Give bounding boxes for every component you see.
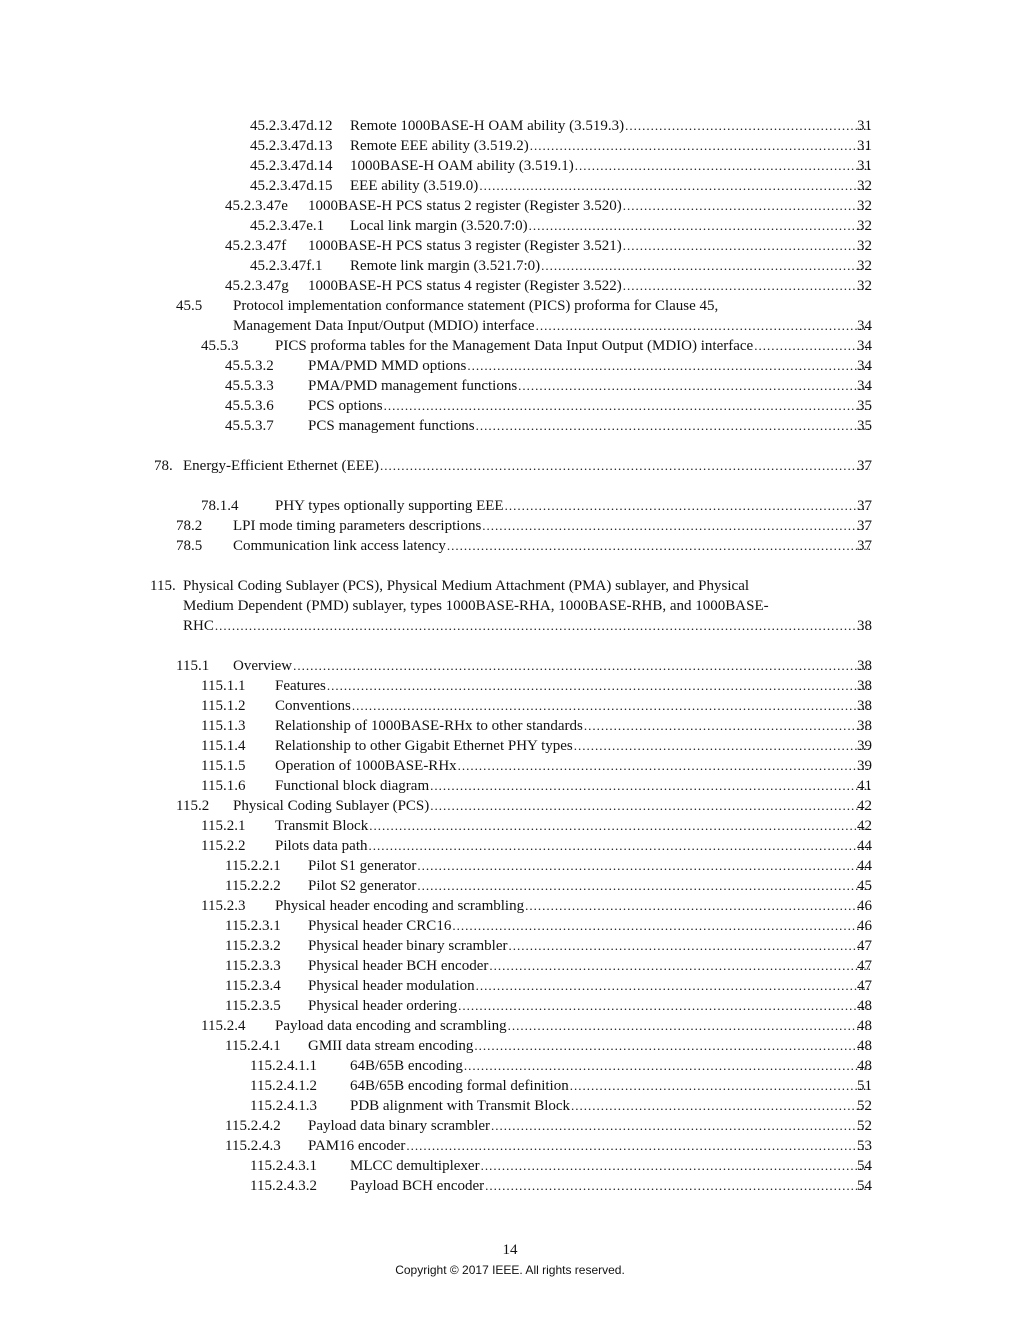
toc-entry-text <box>308 356 870 376</box>
dot-leader <box>476 416 870 436</box>
toc-entry-title: Energy-Efficient Ethernet (EEE) <box>183 458 380 474</box>
toc-entry-text <box>308 396 870 416</box>
toc-entry[interactable] <box>0 936 1020 956</box>
toc-entry-page: 39 <box>857 738 872 754</box>
toc-entry-number: 115.2.4.1.1 <box>250 1058 317 1074</box>
dot-leader <box>623 236 870 256</box>
dot-leader <box>452 916 870 936</box>
dot-leader <box>530 136 870 156</box>
dot-leader <box>384 396 870 416</box>
toc-entry-page: 48 <box>857 1018 872 1034</box>
toc-entry-text <box>233 536 870 556</box>
dot-leader <box>584 716 870 736</box>
toc-entry-number: 115.2 <box>176 798 210 814</box>
toc-entry-page: 32 <box>857 178 872 194</box>
toc-entry-number: 115.1.4 <box>201 738 246 754</box>
dot-leader <box>430 796 870 816</box>
toc-entry-title: Features <box>275 678 326 694</box>
toc-entry-number: 115.2.4.1 <box>225 1038 281 1054</box>
toc-entry-title: Local link margin (3.520.7:0) <box>350 218 528 234</box>
toc-entry-text <box>350 1096 870 1116</box>
toc-entry-page: 47 <box>857 978 872 994</box>
toc-entry-number: 45.2.3.47f <box>225 238 287 254</box>
toc-entry-text <box>275 836 870 856</box>
toc-entry-title: PCS management functions <box>308 418 475 434</box>
toc-entry-title: Pilots data path <box>275 838 368 854</box>
toc-entry-page: 44 <box>857 858 872 874</box>
toc-entry-page: 48 <box>857 998 872 1014</box>
toc-entry-page: 32 <box>857 278 872 294</box>
toc-entry-line <box>0 576 1020 596</box>
toc-entry-title: MLCC demultiplexer <box>350 1158 480 1174</box>
toc-entry-number: 115.2.4.3.1 <box>250 1158 317 1174</box>
toc-entry-page: 38 <box>857 618 872 634</box>
toc-entry-page: 47 <box>857 958 872 974</box>
toc-entry[interactable] <box>0 1076 1020 1096</box>
toc-entry-text <box>350 176 870 196</box>
toc-entry-number: 45.2.3.47f.1 <box>250 258 323 274</box>
dot-leader <box>508 1016 870 1036</box>
dot-leader <box>467 356 870 376</box>
toc-entry-title-line: Protocol implementation conformance statement (PICS) proforma for Clause 45, <box>233 298 719 314</box>
toc-entry-page: 52 <box>857 1118 872 1134</box>
toc-entry-number: 115.2.4.3.2 <box>250 1178 317 1194</box>
dot-leader <box>464 1056 870 1076</box>
toc-entry[interactable] <box>0 836 1020 856</box>
dot-leader <box>525 896 870 916</box>
toc-entry[interactable] <box>0 276 1020 296</box>
toc-entry-number: 78. <box>154 458 173 474</box>
toc-entry-text <box>275 336 870 356</box>
toc-entry-number: 78.1.4 <box>201 498 239 514</box>
toc-entry[interactable] <box>0 956 1020 976</box>
toc-entry-text <box>308 936 870 956</box>
dot-leader <box>529 216 870 236</box>
toc-entry[interactable] <box>0 756 1020 776</box>
toc-entry-text <box>308 876 870 896</box>
toc-entry-text <box>308 236 870 256</box>
toc-entry-text <box>308 1036 870 1056</box>
toc-entry-title: 1000BASE-H PCS status 3 register (Register 3.521) <box>308 238 622 254</box>
toc-entry-title: 1000BASE-H PCS status 4 register (Register 3.522) <box>308 278 622 294</box>
toc-entry-title: EEE ability (3.519.0) <box>350 178 479 194</box>
toc-entry-text <box>233 796 870 816</box>
toc-entry-text <box>308 916 870 936</box>
dot-leader <box>447 536 870 556</box>
toc-entry-title: Remote 1000BASE-H OAM ability (3.519.3) <box>350 118 625 134</box>
toc-entry-page: 53 <box>857 1138 872 1154</box>
toc-entry-page: 51 <box>857 1078 872 1094</box>
toc-entry-text <box>233 316 870 336</box>
toc-entry-page: 38 <box>857 658 872 674</box>
toc-entry-number: 115.2.2 <box>201 838 246 854</box>
toc-entry-text <box>308 276 870 296</box>
toc-entry-text <box>233 656 870 676</box>
toc-entry-number: 45.2.3.47d.12 <box>250 118 333 134</box>
toc-entry[interactable] <box>0 1036 1020 1056</box>
toc-entry-title: RHC <box>183 618 214 634</box>
toc-entry-page: 34 <box>857 378 872 394</box>
toc-entry-page: 46 <box>857 918 872 934</box>
toc-entry[interactable] <box>0 216 1020 236</box>
toc-entry-page: 31 <box>857 138 872 154</box>
toc-entry-number: 115.2.4.3 <box>225 1138 281 1154</box>
toc-entry-number: 115.2.3.2 <box>225 938 281 954</box>
spacer <box>0 636 1020 656</box>
toc-entry-page: 45 <box>857 878 872 894</box>
toc-entry-number: 115.2.4.1.3 <box>250 1098 317 1114</box>
toc-entry-text <box>275 676 870 696</box>
dot-leader <box>476 976 870 996</box>
dot-leader <box>417 856 870 876</box>
toc-entry-page: 32 <box>857 218 872 234</box>
toc-entry-text <box>308 1136 870 1156</box>
toc-entry-page: 34 <box>857 358 872 374</box>
toc-entry-number: 45.2.3.47e <box>225 198 288 214</box>
toc-entry-title: LPI mode timing parameters descriptions <box>233 518 482 534</box>
toc-entry-page: 42 <box>857 798 872 814</box>
toc-entry-title: Pilot S2 generator <box>308 878 417 894</box>
toc-entry[interactable] <box>0 116 1020 136</box>
toc-entry[interactable] <box>0 1176 1020 1196</box>
toc-entry-title: PMA/PMD MMD options <box>308 358 467 374</box>
toc-entry-title: PDB alignment with Transmit Block <box>350 1098 571 1114</box>
toc-entry-line <box>0 596 1020 616</box>
dot-leader <box>536 316 870 336</box>
toc-entry-title: Functional block diagram <box>275 778 430 794</box>
toc-entry-title: 1000BASE-H PCS status 2 register (Register 3.520) <box>308 198 622 214</box>
toc-entry-number: 115.1.3 <box>201 718 246 734</box>
toc-entry-page: 31 <box>857 158 872 174</box>
toc-entry-text <box>308 956 870 976</box>
toc-entry-number: 115.1 <box>176 658 210 674</box>
dot-leader <box>489 956 870 976</box>
toc-entry[interactable] <box>0 696 1020 716</box>
toc-entry[interactable] <box>0 736 1020 756</box>
toc-entry-number: 78.2 <box>176 518 203 534</box>
toc-entry-page: 44 <box>857 838 872 854</box>
table-of-contents <box>0 116 1020 1196</box>
toc-entry-title: Transmit Block <box>275 818 369 834</box>
toc-entry[interactable] <box>0 676 1020 696</box>
toc-entry-line <box>0 296 1020 316</box>
toc-entry-title: Physical header ordering <box>308 998 458 1014</box>
toc-entry-text <box>308 416 870 436</box>
toc-entry-title: Remote EEE ability (3.519.2) <box>350 138 529 154</box>
toc-entry-text <box>350 1156 870 1176</box>
toc-entry-page: 54 <box>857 1158 872 1174</box>
toc-entry-title: Physical header CRC16 <box>308 918 452 934</box>
toc-entry-number: 45.2.3.47d.13 <box>250 138 333 154</box>
toc-entry-page: 52 <box>857 1098 872 1114</box>
dot-leader <box>482 516 870 536</box>
dot-leader <box>430 776 870 796</box>
toc-entry-page: 31 <box>857 118 872 134</box>
toc-entry-number: 45.5.3.6 <box>225 398 274 414</box>
toc-entry-page: 38 <box>857 698 872 714</box>
dot-leader <box>369 816 870 836</box>
toc-entry[interactable] <box>0 396 1020 416</box>
toc-entry-number: 45.2.3.47d.15 <box>250 178 333 194</box>
toc-entry-text <box>275 736 870 756</box>
spacer <box>0 476 1020 496</box>
toc-entry[interactable] <box>0 876 1020 896</box>
toc-entry-number: 115.2.3.4 <box>225 978 281 994</box>
dot-leader <box>479 176 870 196</box>
toc-entry[interactable] <box>0 456 1020 476</box>
toc-entry-title: PMA/PMD management functions <box>308 378 518 394</box>
toc-entry-number: 45.2.3.47g <box>225 278 289 294</box>
toc-entry[interactable] <box>0 796 1020 816</box>
toc-entry[interactable] <box>0 1056 1020 1076</box>
dot-leader <box>485 1176 870 1196</box>
toc-entry-text <box>275 756 870 776</box>
toc-entry-text <box>308 196 870 216</box>
toc-entry-text <box>275 1016 870 1036</box>
spacer <box>0 556 1020 576</box>
toc-entry-page: 42 <box>857 818 872 834</box>
toc-entry-title: PICS proforma tables for the Management Data Input Output (MDIO) interface <box>275 338 754 354</box>
toc-entry-page: 32 <box>857 258 872 274</box>
toc-entry-title: Conventions <box>275 698 351 714</box>
dot-leader <box>458 996 870 1016</box>
toc-entry-text <box>350 256 870 276</box>
toc-entry-page: 37 <box>857 498 872 514</box>
toc-entry-text <box>275 776 870 796</box>
toc-entry-title: PAM16 encoder <box>308 1138 406 1154</box>
toc-entry-page: 37 <box>857 538 872 554</box>
toc-entry-text <box>308 976 870 996</box>
toc-entry[interactable] <box>0 996 1020 1016</box>
dot-leader <box>518 376 870 396</box>
toc-entry-number: 115.2.3 <box>201 898 246 914</box>
toc-entry-number: 115.2.2.1 <box>225 858 281 874</box>
toc-entry-text <box>275 696 870 716</box>
toc-entry-title: Physical Coding Sublayer (PCS) <box>233 798 430 814</box>
toc-entry[interactable] <box>0 536 1020 556</box>
dot-leader <box>369 836 871 856</box>
toc-entry[interactable] <box>0 816 1020 836</box>
toc-entry-title-line: Physical Coding Sublayer (PCS), Physical Medium Attachment (PMA) sublayer, and Physical <box>183 578 750 594</box>
dot-leader <box>458 756 870 776</box>
toc-entry[interactable] <box>0 656 1020 676</box>
dot-leader <box>505 496 870 516</box>
toc-entry[interactable] <box>0 176 1020 196</box>
toc-entry[interactable] <box>0 1156 1020 1176</box>
toc-entry[interactable] <box>0 496 1020 516</box>
dot-leader <box>215 616 870 636</box>
toc-entry-page: 32 <box>857 238 872 254</box>
toc-entry-title: Payload data encoding and scrambling <box>275 1018 507 1034</box>
toc-entry-page: 35 <box>857 398 872 414</box>
toc-entry-page: 39 <box>857 758 872 774</box>
toc-entry-page: 37 <box>857 518 872 534</box>
dot-leader <box>406 1136 870 1156</box>
toc-entry-number: 115.2.2.2 <box>225 878 281 894</box>
toc-entry-text <box>350 1176 870 1196</box>
copyright-notice: Copyright © 2017 IEEE. All rights reserved. <box>395 1263 625 1277</box>
toc-entry-page: 41 <box>857 778 872 794</box>
toc-entry-page: 34 <box>857 338 872 354</box>
toc-entry-title: 64B/65B encoding formal definition <box>350 1078 569 1094</box>
toc-entry-title: PHY types optionally supporting EEE <box>275 498 504 514</box>
toc-entry-page: 35 <box>857 418 872 434</box>
toc-entry-title: Payload data binary scrambler <box>308 1118 491 1134</box>
toc-entry-text <box>183 616 870 636</box>
toc-entry[interactable] <box>0 336 1020 356</box>
toc-entry-number: 115.2.3.3 <box>225 958 281 974</box>
toc-entry-title: Physical header BCH encoder <box>308 958 489 974</box>
dot-leader <box>574 736 870 756</box>
toc-entry-text <box>308 996 870 1016</box>
toc-entry-number: 115.2.1 <box>201 818 246 834</box>
toc-entry[interactable] <box>0 856 1020 876</box>
toc-entry[interactable] <box>0 896 1020 916</box>
dot-leader <box>570 1076 870 1096</box>
toc-entry-number: 78.5 <box>176 538 203 554</box>
toc-entry-number: 115.2.4.1.2 <box>250 1078 317 1094</box>
toc-entry[interactable] <box>0 776 1020 796</box>
toc-entry[interactable] <box>0 916 1020 936</box>
toc-entry-number: 45.5.3.3 <box>225 378 274 394</box>
toc-entry-title: Management Data Input/Output (MDIO) interface <box>233 318 535 334</box>
toc-entry-title: Payload BCH encoder <box>350 1178 485 1194</box>
toc-entry[interactable] <box>0 976 1020 996</box>
toc-entry-title: Pilot S1 generator <box>308 858 417 874</box>
dot-leader <box>380 456 870 476</box>
toc-entry-number: 115.1.5 <box>201 758 246 774</box>
toc-entry[interactable] <box>0 356 1020 376</box>
dot-leader <box>625 116 870 136</box>
toc-entry-page: 47 <box>857 938 872 954</box>
toc-entry-number: 45.2.3.47d.14 <box>250 158 333 174</box>
dot-leader <box>417 876 870 896</box>
toc-entry-number: 45.2.3.47e.1 <box>250 218 325 234</box>
toc-entry-text <box>275 896 870 916</box>
dot-leader <box>293 656 870 676</box>
toc-entry-number: 115. <box>150 578 176 594</box>
toc-entry-number: 115.1.1 <box>201 678 246 694</box>
toc-entry-title: 64B/65B encoding <box>350 1058 463 1074</box>
toc-entry[interactable] <box>0 136 1020 156</box>
toc-entry-page: 46 <box>857 898 872 914</box>
toc-entry-page: 37 <box>857 458 872 474</box>
toc-entry-text <box>350 1056 870 1076</box>
toc-entry[interactable] <box>0 1016 1020 1036</box>
toc-entry-number: 45.5 <box>176 298 203 314</box>
toc-entry-title: Operation of 1000BASE-RHx <box>275 758 457 774</box>
toc-entry[interactable] <box>0 196 1020 216</box>
toc-entry-number: 115.2.3.5 <box>225 998 281 1014</box>
dot-leader <box>623 196 870 216</box>
dot-leader <box>481 1156 870 1176</box>
toc-entry-page: 38 <box>857 678 872 694</box>
toc-entry[interactable] <box>0 316 1020 336</box>
toc-entry-title: Relationship to other Gigabit Ethernet PHY types <box>275 738 573 754</box>
toc-entry[interactable] <box>0 616 1020 636</box>
toc-entry-text <box>275 496 870 516</box>
toc-entry-text <box>308 376 870 396</box>
toc-entry[interactable] <box>0 1116 1020 1136</box>
toc-entry-text <box>350 156 870 176</box>
dot-leader <box>352 696 870 716</box>
toc-entry[interactable] <box>0 516 1020 536</box>
dot-leader <box>623 276 870 296</box>
toc-entry-number: 115.2.4.2 <box>225 1118 281 1134</box>
toc-entry-text <box>308 856 870 876</box>
toc-entry-number: 115.1.2 <box>201 698 246 714</box>
toc-entry-title: 1000BASE-H OAM ability (3.519.1) <box>350 158 574 174</box>
toc-entry[interactable] <box>0 156 1020 176</box>
toc-entry-text <box>350 136 870 156</box>
page-number: 14 <box>502 1242 518 1258</box>
toc-entry-title: Overview <box>233 658 293 674</box>
dot-leader <box>327 676 870 696</box>
dot-leader <box>474 1036 870 1056</box>
toc-entry-text <box>350 116 870 136</box>
toc-entry-number: 115.2.3.1 <box>225 918 281 934</box>
toc-entry-title: Physical header encoding and scrambling <box>275 898 525 914</box>
toc-entry[interactable] <box>0 256 1020 276</box>
toc-entry-title: Remote link margin (3.521.7:0) <box>350 258 541 274</box>
toc-entry-text <box>183 456 870 476</box>
toc-entry-number: 45.5.3.2 <box>225 358 274 374</box>
toc-entry[interactable] <box>0 1136 1020 1156</box>
toc-entry-title: Physical header binary scrambler <box>308 938 508 954</box>
toc-entry-title: Physical header modulation <box>308 978 475 994</box>
dot-leader <box>571 1096 870 1116</box>
dot-leader <box>509 936 870 956</box>
dot-leader <box>491 1116 870 1136</box>
toc-entry-text <box>275 716 870 736</box>
toc-entry-number: 115.2.4 <box>201 1018 246 1034</box>
toc-entry-title-line: Medium Dependent (PMD) sublayer, types 1000BASE-RHA, 1000BASE-RHB, and 1000BASE- <box>183 598 769 614</box>
toc-entry-title: Communication link access latency <box>233 538 446 554</box>
toc-entry-text <box>275 816 870 836</box>
toc-entry-text <box>350 216 870 236</box>
toc-entry[interactable] <box>0 1096 1020 1116</box>
toc-entry-number: 45.5.3.7 <box>225 418 274 434</box>
toc-entry-page: 32 <box>857 198 872 214</box>
toc-entry[interactable] <box>0 716 1020 736</box>
toc-entry-page: 48 <box>857 1038 872 1054</box>
dot-leader <box>575 156 870 176</box>
dot-leader <box>541 256 870 276</box>
toc-entry-number: 115.1.6 <box>201 778 246 794</box>
toc-entry-title: GMII data stream encoding <box>308 1038 474 1054</box>
toc-entry-page: 54 <box>857 1178 872 1194</box>
toc-entry[interactable] <box>0 236 1020 256</box>
toc-entry-page: 34 <box>857 318 872 334</box>
toc-entry-page: 38 <box>857 718 872 734</box>
toc-entry-number: 45.5.3 <box>201 338 239 354</box>
toc-entry[interactable] <box>0 376 1020 396</box>
toc-entry-title: PCS options <box>308 398 383 414</box>
toc-entry-text <box>350 1076 870 1096</box>
toc-entry-title: Relationship of 1000BASE-RHx to other standards <box>275 718 583 734</box>
toc-entry[interactable] <box>0 416 1020 436</box>
toc-entry-page: 48 <box>857 1058 872 1074</box>
spacer <box>0 436 1020 456</box>
toc-entry-text <box>308 1116 870 1136</box>
toc-entry-text <box>233 516 870 536</box>
